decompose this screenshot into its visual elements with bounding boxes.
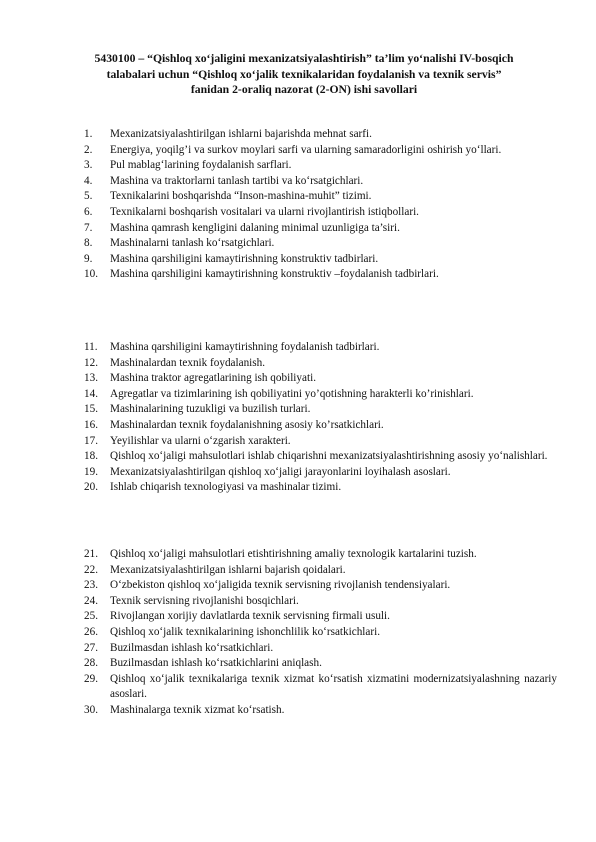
question-number: 24.: [84, 594, 98, 607]
question-item: [0, 449, 557, 465]
question-item: [0, 356, 557, 372]
question-item: [0, 703, 557, 719]
question-text: Texnik servisning rivojlanishi bosqichlari.: [110, 594, 299, 607]
question-list-3: [0, 547, 596, 719]
question-number: 19.: [84, 465, 98, 478]
question-item: [0, 267, 557, 283]
question-text: Mexanizatsiyalashtirilgan ishlarni bajarishda mehnat sarfi.: [110, 128, 372, 140]
question-text: Buzilmasdan ishlash ko‘rsatkichlari.: [110, 641, 274, 654]
question-item: [0, 672, 557, 703]
question-item: [0, 236, 557, 252]
question-item: [0, 418, 557, 434]
question-item: [0, 625, 557, 641]
question-text: Qishloq xo‘jaligi mahsulotlari etishtirishning amaliy texnologik kartalarini tuzish.: [110, 548, 477, 560]
question-number: 2.: [84, 143, 93, 156]
question-item: [0, 371, 557, 387]
question-item: [0, 641, 557, 657]
question-text: Agregatlar va tizimlarining ish qobiliyatini yo’qotishning harakterli ko’rinishlari.: [110, 387, 474, 400]
question-number: 30.: [84, 703, 98, 716]
question-list-2: [0, 340, 596, 496]
question-text: Qishloq xo‘jaligi mahsulotlari ishlab chiqarishni mexanizatsiyalashtirishning asosiy yo‘nalishlari.: [110, 450, 548, 463]
question-text: Rivojlangan xorijiy davlatlarda texnik servisning firmali usuli.: [110, 610, 390, 623]
question-number: 13.: [84, 372, 98, 385]
question-number: 17.: [84, 434, 98, 447]
question-text: Mashina traktor agregatlarining ish qobiliyati.: [110, 372, 316, 385]
question-number: 27.: [84, 641, 98, 654]
question-text: Mashinalardan texnik foydalanishning asosiy ko’rsatkichlari.: [110, 418, 384, 431]
question-number: 4.: [84, 174, 93, 187]
question-number: 16.: [84, 418, 98, 431]
question-number: 15.: [84, 403, 98, 416]
question-item: [0, 480, 557, 496]
question-item: [0, 609, 557, 625]
question-item: [0, 158, 557, 174]
question-text: Mashinalarni tanlash ko‘rsatgichlari.: [110, 237, 275, 250]
question-text: Yeyilishlar va ularni o‘zgarish xarakteri.: [110, 434, 291, 447]
question-number: 9.: [84, 252, 93, 265]
question-text: Mexanizatsiyalashtirilgan ishlarni bajarish qoidalari.: [110, 563, 346, 576]
question-number: 6.: [84, 205, 93, 218]
question-number: 14.: [84, 387, 98, 400]
question-number: 8.: [84, 237, 93, 250]
question-number: 26.: [84, 625, 98, 638]
question-item: [0, 143, 557, 159]
question-item: [0, 189, 557, 205]
question-number: 20.: [84, 481, 98, 494]
question-item: [0, 434, 557, 450]
question-item: [0, 563, 557, 579]
question-text: Buzilmasdan ishlash ko‘rsatkichlarini aniqlash.: [110, 657, 322, 670]
question-text: Qishloq xo‘jalik texnikalariga texnik xizmat ko‘rsatish xizmatini modernizatsiyalashning nazariy asoslari.: [110, 672, 557, 701]
question-item: [0, 221, 557, 237]
question-number: 12.: [84, 356, 98, 369]
question-number: 1.: [84, 128, 93, 140]
question-item: [0, 578, 557, 594]
question-item: [0, 656, 557, 672]
question-number: 5.: [84, 190, 93, 203]
question-text: Mashina qarshiligini kamaytirishning konstruktiv –foydalanish tadbirlari.: [110, 268, 439, 281]
question-number: 11.: [84, 341, 98, 353]
title-line-2: talabalari uchun “Qishloq xo‘jalik texnikalaridan foydalanish va texnik servis”: [106, 67, 502, 81]
question-number: 22.: [84, 563, 98, 576]
question-list-1: [0, 127, 596, 283]
question-text: Mashinalardan texnik foydalanish.: [110, 356, 266, 369]
question-number: 21.: [84, 548, 98, 560]
question-number: 7.: [84, 221, 93, 234]
question-item: [0, 252, 557, 268]
question-item: [0, 127, 557, 143]
question-text: Mashinalarining tuzukligi va buzilish turlari.: [110, 403, 311, 416]
question-item: [0, 387, 557, 403]
question-item: [0, 402, 557, 418]
question-text: Mashinalarga texnik xizmat ko‘rsatish.: [110, 703, 285, 716]
question-text: O‘zbekiston qishloq xo‘jaligida texnik servisning rivojlanish tendensiyalari.: [110, 579, 451, 592]
question-number: 10.: [84, 268, 98, 281]
question-text: Ishlab chiqarish texnologiyasi va mashinalar tizimi.: [110, 481, 342, 494]
question-item: [0, 465, 557, 481]
question-number: 3.: [84, 159, 93, 172]
question-number: 29.: [84, 672, 98, 685]
title-line-3: fanidan 2-oraliq nazorat (2-ON) ishi savollari: [190, 83, 418, 97]
question-text: Texnikalarini boshqarishda “Inson-mashina-muhit” tizimi.: [110, 190, 372, 203]
question-item: [0, 340, 557, 356]
question-text: Qishloq xo‘jalik texnikalarining ishonchlilik ko‘rsatkichlari.: [110, 625, 381, 638]
question-text: Mexanizatsiyalashtirilgan qishloq xo‘jaligi jarayonlarini loyihalash asoslari.: [110, 465, 451, 478]
question-item: [0, 594, 557, 610]
document-title: [60, 51, 548, 98]
question-number: 25.: [84, 610, 98, 623]
question-number: 18.: [84, 450, 98, 463]
question-item: [0, 174, 557, 190]
question-number: 28.: [84, 657, 98, 670]
question-text: Pul mablag‘larining foydalanish sarflari.: [110, 159, 292, 172]
question-item: [0, 205, 557, 221]
title-line-1: 5430100 – “Qishloq xo‘jaligini mexanizatsiyalashtirish” ta’lim yo‘nalishi IV-bosqich: [94, 52, 514, 65]
question-item: [0, 547, 557, 563]
question-text: Energiya, yoqilg’i va surkov moylari sarfi va ularning samaradorligini oshirish yo‘llari.: [110, 143, 502, 156]
question-text: Mashina qarshiligini kamaytirishning foydalanish tadbirlari.: [110, 341, 380, 353]
question-number: 23.: [84, 579, 98, 592]
question-text: Mashina va traktorlarni tanlash tartibi va ko‘rsatgichlari.: [110, 174, 364, 187]
question-text: Texnikalarni boshqarish vositalari va ularni rivojlantirish istiqbollari.: [110, 205, 419, 218]
question-text: Mashina qarshiligini kamaytirishning konstruktiv tadbirlari.: [110, 252, 379, 265]
question-text: Mashina qamrash kengligini dalaning minimal uzunligiga ta’siri.: [110, 221, 400, 234]
